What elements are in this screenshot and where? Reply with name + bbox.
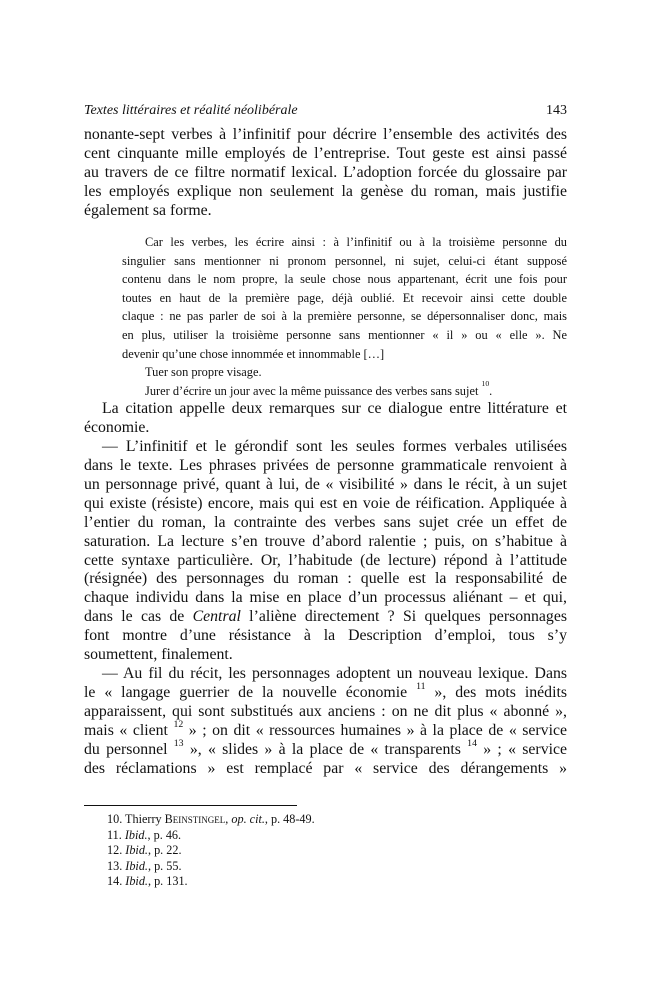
quote-line: claque : ne pas parler de soi à la première personne, se dépersonnaliser donc, mais	[122, 309, 567, 324]
text: 11.	[107, 827, 125, 842]
text: le « langage guerrier de la nouvelle économie	[84, 684, 417, 702]
text-line: l’entier du roman, la contrainte des verbes sans sujet crée un effet de	[84, 513, 567, 531]
text-line: dans le texte. Les phrases privées de personne grammaticale renvoient à	[84, 456, 567, 474]
text: , p. 55.	[147, 858, 182, 873]
text: du personnel	[84, 740, 174, 758]
body-text	[84, 400, 567, 779]
text: dans le cas de	[84, 608, 193, 626]
text-line: apparaissent, qui sont substitués aux anciens : on ne dit plus « abonné »,	[84, 703, 567, 720]
quote-line: Tuer son propre visage.	[145, 365, 262, 380]
quote-text: Jurer d’écrire un jour avec la même puissance des verbes sans sujet	[145, 383, 482, 398]
footnote-ref[interactable]: 12	[173, 718, 184, 730]
text: 12.	[107, 843, 126, 858]
text-line: — Au fil du récit, les personnages adoptent un nouveau lexique. Dans	[102, 665, 567, 683]
footnote-12	[107, 843, 315, 859]
text: Ibid.	[125, 874, 148, 889]
text-line: cette syntaxe particulière. Or, l’habitude (de lecture) répond à l’attitude	[84, 551, 567, 569]
text: mais « client	[84, 721, 174, 739]
text: ,	[225, 812, 232, 826]
text-line: saturation. La lecture s’en trouve d’abord ralentie ; puis, on s’habitue à	[84, 532, 567, 550]
paragraph-1	[84, 126, 567, 221]
text-line: chaque individu dans la mise en place d’un processus aliénant – et qui,	[84, 589, 567, 607]
book-title: Central	[192, 608, 241, 626]
text-line	[84, 718, 567, 741]
text: , p. 131.	[147, 874, 188, 889]
text: » ; on dit « ressources humaines » à la place de « service	[183, 721, 567, 739]
running-title: Textes littéraires et réalité néolibérale	[84, 103, 298, 118]
text-line	[84, 608, 567, 627]
text-line: soumettent, finalement.	[84, 646, 233, 664]
text-line: — L’infinitif et le gérondif sont les seules formes verbales utilisées	[102, 437, 567, 455]
text-line: les employés explique non seulement la genèse du roman, mais justifie	[84, 182, 567, 200]
block-quote	[122, 233, 567, 400]
text: Ibid.	[124, 827, 148, 842]
running-header	[84, 103, 567, 119]
text-line	[84, 737, 567, 760]
text: », « slides » à la place de « transparents	[183, 740, 468, 758]
quote-line: contenu dans le nom propre, la seule chose nous appartenant, écrit une fois pour	[122, 272, 567, 287]
quote-line: en plus, utiliser la troisième personne sans mentionner « il » ou « elle ». Ne	[122, 327, 567, 342]
footnote-separator	[84, 805, 297, 806]
text: 13.	[107, 858, 126, 873]
quote-line	[122, 379, 567, 401]
text-line: au travers de ce filtre normatif lexical. L’adoption forcée du glossaire par	[84, 163, 567, 181]
footnote-ref[interactable]: 13	[173, 737, 184, 749]
quote-line: toutes en haut de la première page, déjà oublié. Et recevoir ainsi cette double	[122, 290, 567, 305]
footnote-13	[107, 859, 315, 875]
quote-line: devenir qu’une chose innommée et innommable […]	[122, 346, 385, 361]
text: 14.	[107, 874, 126, 889]
page-number: 143	[546, 103, 567, 118]
footnote-ref[interactable]: 14	[467, 737, 477, 749]
footnote-ref[interactable]: 10	[481, 379, 490, 389]
text-line: également sa forme.	[84, 201, 212, 219]
footnote-10	[107, 812, 315, 828]
text: , p. 22.	[147, 843, 182, 858]
text-line: nonante-sept verbes à l’infinitif pour décrire l’ensemble des activités des	[84, 126, 567, 143]
text-line: (résignée) des personnages du roman : quelle est la responsabilité de	[84, 570, 567, 588]
text: 10. Thierry	[107, 812, 165, 826]
text-line	[84, 681, 567, 703]
text: Ibid.	[125, 843, 148, 858]
footnote-14	[107, 874, 315, 890]
text-line: La citation appelle deux remarques sur ce dialogue entre littérature et	[102, 400, 567, 417]
text-line: cent cinquante mille employés de l’entreprise. Tout geste est ainsi passé	[84, 144, 567, 162]
text-line: qui existe (résiste) encore, mais qui est en voie de réification. Appliquée à	[84, 494, 567, 512]
author-name: Beinstingel	[164, 812, 226, 826]
text: op. cit.	[231, 812, 265, 826]
text-line: font montre d’une résistance à la Description d’emploi, tous s’y	[84, 627, 567, 645]
text-line: des réclamations » est remplacé par « service des dérangements »	[84, 759, 567, 777]
footnote-ref[interactable]: 11	[416, 681, 426, 693]
footnote-11	[107, 828, 315, 844]
quote-text: .	[489, 383, 493, 398]
text: l’aliène directement ? Si quelques personnages	[240, 608, 567, 626]
text: », des mots inédits	[425, 684, 567, 702]
text-line: un personnage privé, quant à lui, de « visibilité » dans le récit, à un sujet	[84, 475, 567, 493]
text: , p. 46.	[147, 827, 182, 842]
text: Ibid.	[125, 858, 148, 873]
footnotes	[107, 812, 315, 890]
text: , p. 48-49.	[264, 812, 315, 826]
text-line: économie.	[84, 418, 150, 436]
quote-line: Car les verbes, les écrire ainsi : à l’infinitif ou à la troisième personne du	[145, 235, 567, 249]
text: » ; « service	[476, 740, 567, 758]
quote-line: singulier sans mentionner ni pronom personnel, ni sujet, celui-ci étant supposé	[122, 253, 567, 268]
